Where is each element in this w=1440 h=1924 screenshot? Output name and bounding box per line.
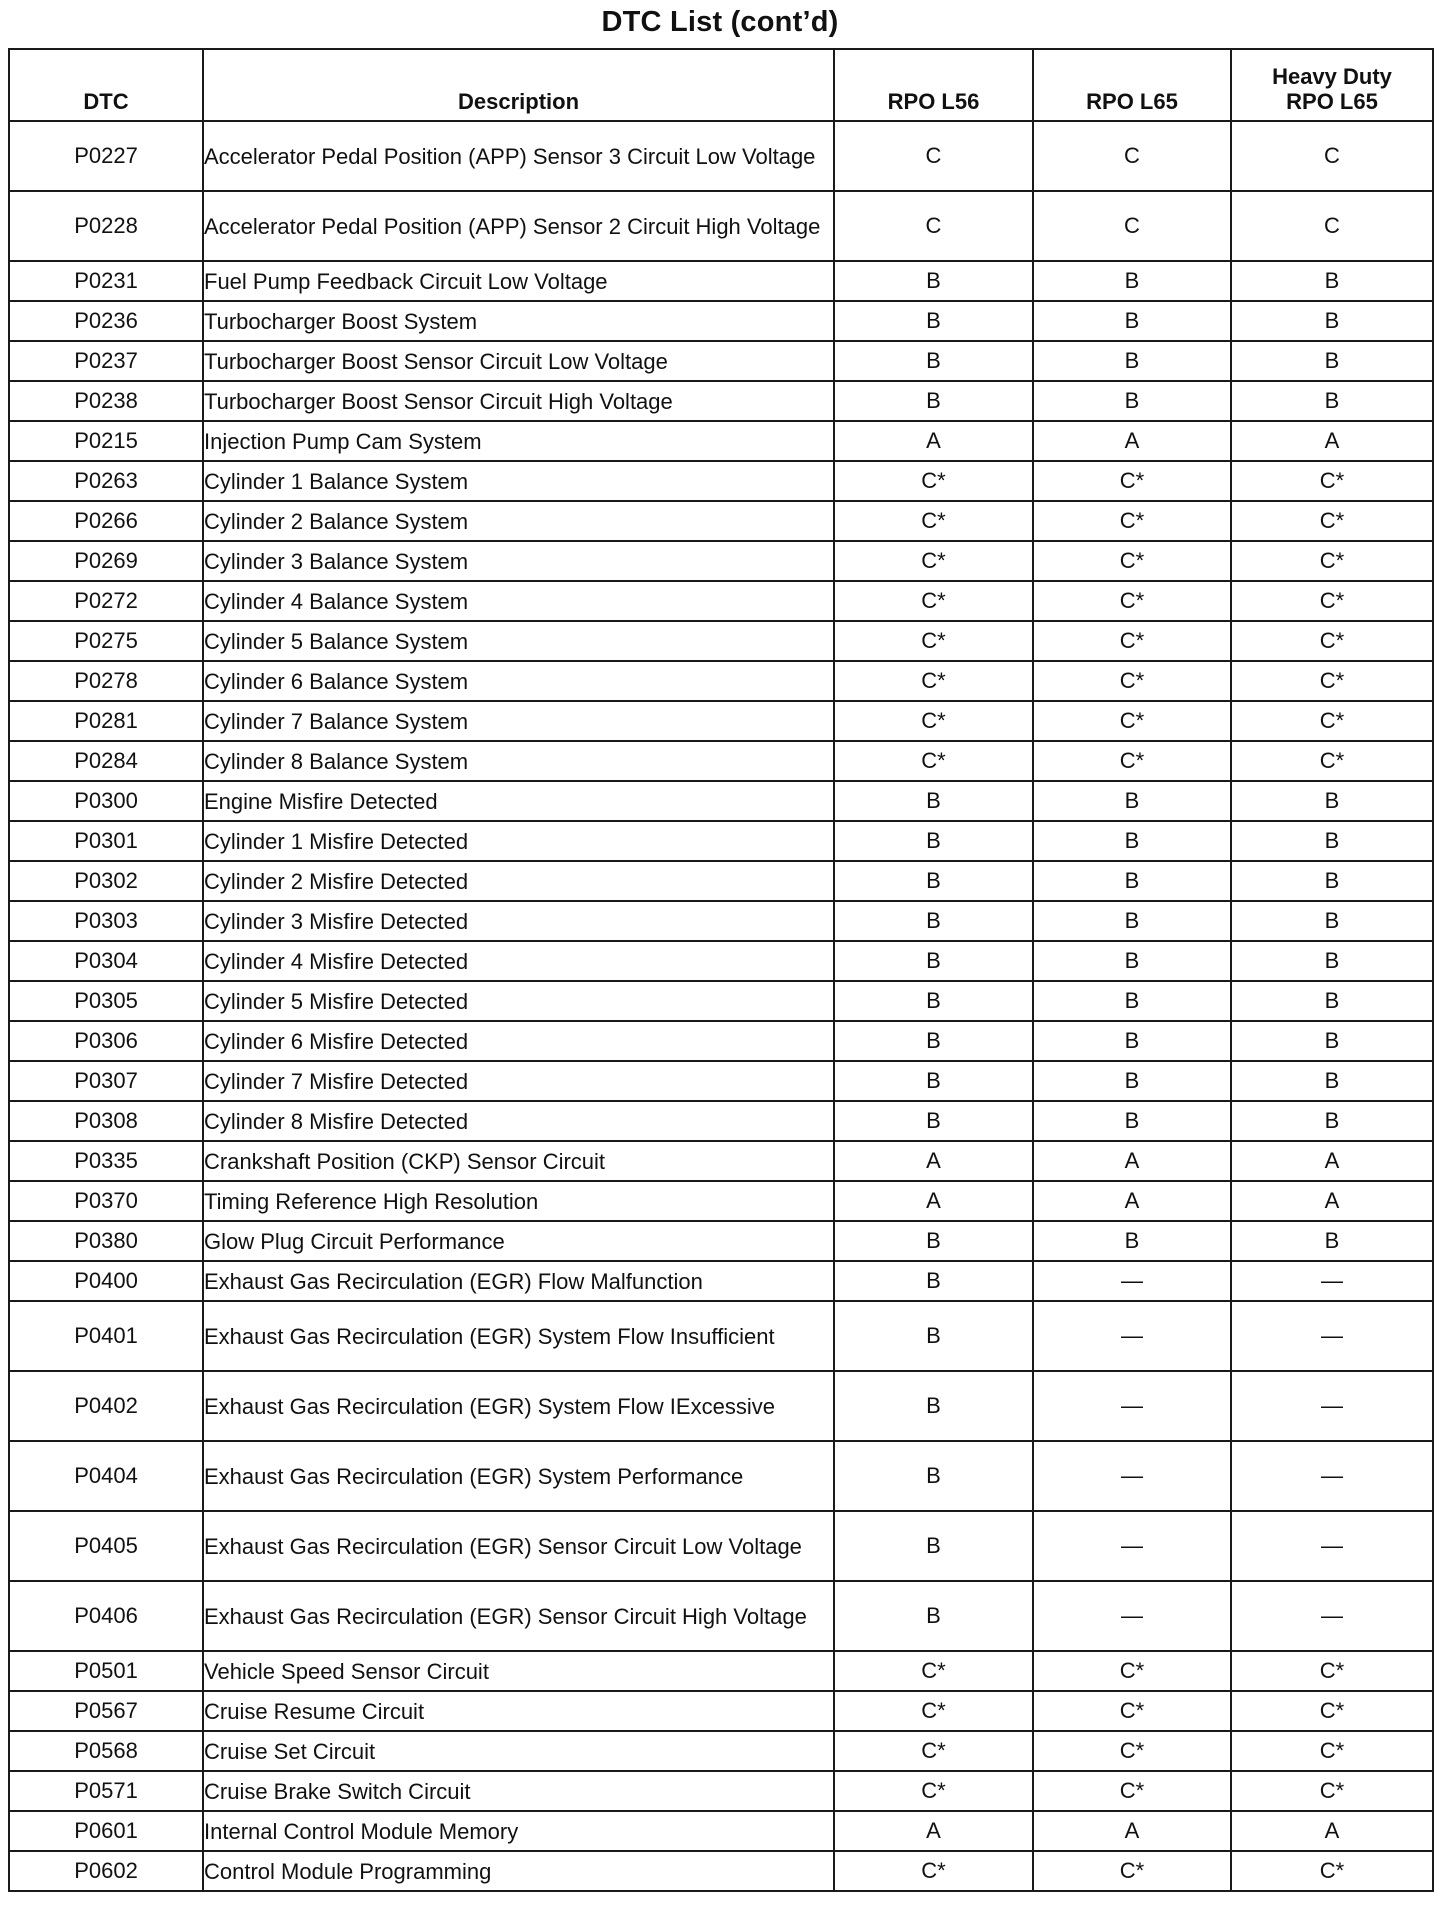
- table-row: [9, 581, 1433, 621]
- table-row: [9, 701, 1433, 741]
- table-row: [9, 1021, 1433, 1061]
- heavy-duty-rpo-l65-cell: C*: [1231, 501, 1433, 541]
- description-cell: Internal Control Module Memory: [203, 1811, 834, 1851]
- rpo-l56-cell: A: [834, 421, 1033, 461]
- description-cell: Exhaust Gas Recirculation (EGR) System Performance: [203, 1441, 834, 1511]
- description-cell: Cruise Set Circuit: [203, 1731, 834, 1771]
- header-dtc: DTC: [9, 49, 203, 121]
- dtc-code-cell: P0301: [9, 821, 203, 861]
- rpo-l65-cell: B: [1033, 1101, 1231, 1141]
- description-cell: Cylinder 4 Misfire Detected: [203, 941, 834, 981]
- description-cell: Control Module Programming: [203, 1851, 834, 1891]
- description-cell: Turbocharger Boost System: [203, 301, 834, 341]
- dtc-code-cell: P0401: [9, 1301, 203, 1371]
- description-cell: Cylinder 4 Balance System: [203, 581, 834, 621]
- dtc-code-cell: P0237: [9, 341, 203, 381]
- heavy-duty-rpo-l65-cell: —: [1231, 1301, 1433, 1371]
- description-cell: Cruise Resume Circuit: [203, 1691, 834, 1731]
- description-cell: Injection Pump Cam System: [203, 421, 834, 461]
- rpo-l56-cell: B: [834, 941, 1033, 981]
- rpo-l56-cell: B: [834, 261, 1033, 301]
- description-cell: Turbocharger Boost Sensor Circuit Low Voltage: [203, 341, 834, 381]
- rpo-l65-cell: —: [1033, 1301, 1231, 1371]
- rpo-l56-cell: B: [834, 1221, 1033, 1261]
- rpo-l65-cell: —: [1033, 1371, 1231, 1441]
- dtc-code-cell: P0228: [9, 191, 203, 261]
- rpo-l56-cell: B: [834, 1371, 1033, 1441]
- heavy-duty-rpo-l65-cell: A: [1231, 1811, 1433, 1851]
- rpo-l56-cell: B: [834, 381, 1033, 421]
- rpo-l56-cell: C*: [834, 501, 1033, 541]
- table-row: [9, 901, 1433, 941]
- dtc-code-cell: P0281: [9, 701, 203, 741]
- heavy-duty-rpo-l65-cell: B: [1231, 1101, 1433, 1141]
- rpo-l65-cell: C*: [1033, 1851, 1231, 1891]
- rpo-l56-cell: C*: [834, 541, 1033, 581]
- table-row: [9, 861, 1433, 901]
- description-cell: Turbocharger Boost Sensor Circuit High Voltage: [203, 381, 834, 421]
- table-row: [9, 621, 1433, 661]
- dtc-code-cell: P0272: [9, 581, 203, 621]
- table-row: [9, 741, 1433, 781]
- table-body: [9, 121, 1433, 1891]
- table-row: [9, 341, 1433, 381]
- table-row: [9, 1851, 1433, 1891]
- table-row: [9, 421, 1433, 461]
- dtc-code-cell: P0405: [9, 1511, 203, 1581]
- dtc-code-cell: P0303: [9, 901, 203, 941]
- description-cell: Cylinder 2 Balance System: [203, 501, 834, 541]
- dtc-code-cell: P0302: [9, 861, 203, 901]
- dtc-code-cell: P0263: [9, 461, 203, 501]
- description-cell: Timing Reference High Resolution: [203, 1181, 834, 1221]
- description-cell: Glow Plug Circuit Performance: [203, 1221, 834, 1261]
- rpo-l65-cell: B: [1033, 261, 1231, 301]
- rpo-l65-cell: B: [1033, 1221, 1231, 1261]
- dtc-code-cell: P0278: [9, 661, 203, 701]
- dtc-code-cell: P0227: [9, 121, 203, 191]
- table-row: [9, 1441, 1433, 1511]
- rpo-l65-cell: —: [1033, 1261, 1231, 1301]
- table-row: [9, 1771, 1433, 1811]
- header-rpo-l56: RPO L56: [834, 49, 1033, 121]
- heavy-duty-rpo-l65-cell: C*: [1231, 1691, 1433, 1731]
- table-row: [9, 1181, 1433, 1221]
- heavy-duty-rpo-l65-cell: B: [1231, 981, 1433, 1021]
- description-cell: Exhaust Gas Recirculation (EGR) Sensor Circuit High Voltage: [203, 1581, 834, 1651]
- rpo-l56-cell: B: [834, 1441, 1033, 1511]
- rpo-l56-cell: B: [834, 1061, 1033, 1101]
- rpo-l56-cell: C*: [834, 1651, 1033, 1691]
- rpo-l65-cell: A: [1033, 1811, 1231, 1851]
- dtc-code-cell: P0307: [9, 1061, 203, 1101]
- dtc-code-cell: P0275: [9, 621, 203, 661]
- rpo-l65-cell: A: [1033, 1181, 1231, 1221]
- rpo-l56-cell: B: [834, 1511, 1033, 1581]
- dtc-code-cell: P0305: [9, 981, 203, 1021]
- table-row: [9, 261, 1433, 301]
- description-cell: Cylinder 7 Balance System: [203, 701, 834, 741]
- rpo-l65-cell: B: [1033, 901, 1231, 941]
- table-row: [9, 1101, 1433, 1141]
- table-row: [9, 1301, 1433, 1371]
- rpo-l65-cell: C*: [1033, 1691, 1231, 1731]
- description-cell: Cylinder 6 Misfire Detected: [203, 1021, 834, 1061]
- header-heavy-duty-rpo-l65: [1231, 49, 1433, 121]
- dtc-code-cell: P0567: [9, 1691, 203, 1731]
- description-cell: Cylinder 5 Balance System: [203, 621, 834, 661]
- rpo-l56-cell: A: [834, 1811, 1033, 1851]
- table-row: [9, 1691, 1433, 1731]
- dtc-code-cell: P0380: [9, 1221, 203, 1261]
- table-row: [9, 1651, 1433, 1691]
- rpo-l56-cell: C*: [834, 1771, 1033, 1811]
- rpo-l65-cell: C*: [1033, 1771, 1231, 1811]
- dtc-code-cell: P0266: [9, 501, 203, 541]
- header-rpo-l65: RPO L65: [1033, 49, 1231, 121]
- description-cell: Exhaust Gas Recirculation (EGR) System Flow Insufficient: [203, 1301, 834, 1371]
- rpo-l65-cell: C*: [1033, 461, 1231, 501]
- rpo-l65-cell: B: [1033, 381, 1231, 421]
- table-row: [9, 1581, 1433, 1651]
- heavy-duty-rpo-l65-cell: A: [1231, 1141, 1433, 1181]
- heavy-duty-rpo-l65-cell: B: [1231, 901, 1433, 941]
- rpo-l65-cell: C*: [1033, 621, 1231, 661]
- heavy-duty-rpo-l65-cell: —: [1231, 1511, 1433, 1581]
- rpo-l65-cell: C*: [1033, 1731, 1231, 1771]
- heavy-duty-rpo-l65-cell: B: [1231, 1021, 1433, 1061]
- table-row: [9, 121, 1433, 191]
- rpo-l65-cell: A: [1033, 1141, 1231, 1181]
- description-cell: Cylinder 7 Misfire Detected: [203, 1061, 834, 1101]
- table-row: [9, 501, 1433, 541]
- rpo-l56-cell: C*: [834, 1731, 1033, 1771]
- table-row: [9, 461, 1433, 501]
- rpo-l65-cell: C*: [1033, 541, 1231, 581]
- dtc-code-cell: P0238: [9, 381, 203, 421]
- rpo-l65-cell: B: [1033, 341, 1231, 381]
- dtc-code-cell: P0269: [9, 541, 203, 581]
- table-row: [9, 981, 1433, 1021]
- heavy-duty-rpo-l65-cell: —: [1231, 1441, 1433, 1511]
- heavy-duty-rpo-l65-cell: B: [1231, 781, 1433, 821]
- heavy-duty-rpo-l65-cell: B: [1231, 1221, 1433, 1261]
- header-description: Description: [203, 49, 834, 121]
- page-title: DTC List (cont’d): [601, 6, 839, 38]
- heavy-duty-rpo-l65-cell: C: [1231, 191, 1433, 261]
- description-cell: Vehicle Speed Sensor Circuit: [203, 1651, 834, 1691]
- dtc-code-cell: P0231: [9, 261, 203, 301]
- heavy-duty-rpo-l65-cell: B: [1231, 381, 1433, 421]
- table-row: [9, 941, 1433, 981]
- description-cell: Cruise Brake Switch Circuit: [203, 1771, 834, 1811]
- description-cell: Accelerator Pedal Position (APP) Sensor 3 Circuit Low Voltage: [203, 121, 834, 191]
- table-row: [9, 821, 1433, 861]
- header-heavy-duty-line2: RPO L65: [1286, 89, 1378, 114]
- table-row: [9, 661, 1433, 701]
- rpo-l65-cell: B: [1033, 941, 1231, 981]
- heavy-duty-rpo-l65-cell: C*: [1231, 661, 1433, 701]
- rpo-l65-cell: B: [1033, 781, 1231, 821]
- description-cell: Exhaust Gas Recirculation (EGR) Flow Malfunction: [203, 1261, 834, 1301]
- heavy-duty-rpo-l65-cell: C*: [1231, 701, 1433, 741]
- table-header: [9, 49, 1433, 121]
- rpo-l65-cell: C: [1033, 121, 1231, 191]
- heavy-duty-rpo-l65-cell: B: [1231, 1061, 1433, 1101]
- table-row: [9, 1141, 1433, 1181]
- description-cell: Cylinder 5 Misfire Detected: [203, 981, 834, 1021]
- rpo-l65-cell: C*: [1033, 661, 1231, 701]
- table-row: [9, 781, 1433, 821]
- heavy-duty-rpo-l65-cell: B: [1231, 821, 1433, 861]
- rpo-l56-cell: B: [834, 1021, 1033, 1061]
- rpo-l65-cell: B: [1033, 981, 1231, 1021]
- dtc-code-cell: P0215: [9, 421, 203, 461]
- description-cell: Cylinder 8 Misfire Detected: [203, 1101, 834, 1141]
- rpo-l56-cell: C*: [834, 461, 1033, 501]
- description-cell: Cylinder 3 Balance System: [203, 541, 834, 581]
- heavy-duty-rpo-l65-cell: C*: [1231, 1651, 1433, 1691]
- table-row: [9, 381, 1433, 421]
- dtc-code-cell: P0568: [9, 1731, 203, 1771]
- rpo-l56-cell: B: [834, 781, 1033, 821]
- rpo-l65-cell: C*: [1033, 741, 1231, 781]
- dtc-code-cell: P0406: [9, 1581, 203, 1651]
- table-row: [9, 1371, 1433, 1441]
- rpo-l65-cell: —: [1033, 1581, 1231, 1651]
- dtc-code-cell: P0404: [9, 1441, 203, 1511]
- rpo-l56-cell: A: [834, 1181, 1033, 1221]
- heavy-duty-rpo-l65-cell: C*: [1231, 581, 1433, 621]
- table-row: [9, 1261, 1433, 1301]
- table-row: [9, 1731, 1433, 1771]
- rpo-l65-cell: A: [1033, 421, 1231, 461]
- rpo-l56-cell: A: [834, 1141, 1033, 1181]
- description-cell: Cylinder 6 Balance System: [203, 661, 834, 701]
- dtc-code-cell: P0284: [9, 741, 203, 781]
- rpo-l56-cell: C*: [834, 621, 1033, 661]
- dtc-code-cell: P0602: [9, 1851, 203, 1891]
- heavy-duty-rpo-l65-cell: C*: [1231, 541, 1433, 581]
- heavy-duty-rpo-l65-cell: B: [1231, 941, 1433, 981]
- heavy-duty-rpo-l65-cell: B: [1231, 861, 1433, 901]
- description-cell: Exhaust Gas Recirculation (EGR) Sensor Circuit Low Voltage: [203, 1511, 834, 1581]
- table-row: [9, 301, 1433, 341]
- dtc-code-cell: P0601: [9, 1811, 203, 1851]
- table-row: [9, 1811, 1433, 1851]
- dtc-code-cell: P0300: [9, 781, 203, 821]
- rpo-l56-cell: B: [834, 981, 1033, 1021]
- description-cell: Exhaust Gas Recirculation (EGR) System Flow IExcessive: [203, 1371, 834, 1441]
- description-cell: Cylinder 1 Balance System: [203, 461, 834, 501]
- table-row: [9, 1511, 1433, 1581]
- rpo-l65-cell: B: [1033, 821, 1231, 861]
- description-cell: Cylinder 2 Misfire Detected: [203, 861, 834, 901]
- heavy-duty-rpo-l65-cell: C*: [1231, 461, 1433, 501]
- dtc-table: [8, 48, 1434, 1892]
- dtc-code-cell: P0306: [9, 1021, 203, 1061]
- rpo-l56-cell: B: [834, 901, 1033, 941]
- rpo-l56-cell: C*: [834, 581, 1033, 621]
- rpo-l56-cell: C*: [834, 741, 1033, 781]
- heavy-duty-rpo-l65-cell: B: [1231, 341, 1433, 381]
- rpo-l56-cell: B: [834, 821, 1033, 861]
- rpo-l65-cell: B: [1033, 861, 1231, 901]
- heavy-duty-rpo-l65-cell: C*: [1231, 1851, 1433, 1891]
- table-row: [9, 1061, 1433, 1101]
- heavy-duty-rpo-l65-cell: A: [1231, 421, 1433, 461]
- dtc-code-cell: P0335: [9, 1141, 203, 1181]
- dtc-code-cell: P0402: [9, 1371, 203, 1441]
- description-cell: Cylinder 1 Misfire Detected: [203, 821, 834, 861]
- rpo-l65-cell: C: [1033, 191, 1231, 261]
- heavy-duty-rpo-l65-cell: —: [1231, 1581, 1433, 1651]
- dtc-code-cell: P0370: [9, 1181, 203, 1221]
- rpo-l56-cell: C*: [834, 701, 1033, 741]
- rpo-l65-cell: C*: [1033, 581, 1231, 621]
- rpo-l56-cell: C: [834, 191, 1033, 261]
- dtc-code-cell: P0501: [9, 1651, 203, 1691]
- rpo-l56-cell: C*: [834, 661, 1033, 701]
- rpo-l65-cell: B: [1033, 1021, 1231, 1061]
- dtc-code-cell: P0400: [9, 1261, 203, 1301]
- description-cell: Crankshaft Position (CKP) Sensor Circuit: [203, 1141, 834, 1181]
- heavy-duty-rpo-l65-cell: B: [1231, 301, 1433, 341]
- rpo-l65-cell: —: [1033, 1441, 1231, 1511]
- table-row: [9, 1221, 1433, 1261]
- rpo-l65-cell: B: [1033, 1061, 1231, 1101]
- rpo-l56-cell: B: [834, 1261, 1033, 1301]
- rpo-l56-cell: C*: [834, 1851, 1033, 1891]
- rpo-l56-cell: B: [834, 301, 1033, 341]
- dtc-code-cell: P0236: [9, 301, 203, 341]
- heavy-duty-rpo-l65-cell: C: [1231, 121, 1433, 191]
- rpo-l56-cell: C*: [834, 1691, 1033, 1731]
- description-cell: Engine Misfire Detected: [203, 781, 834, 821]
- rpo-l56-cell: B: [834, 1101, 1033, 1141]
- heavy-duty-rpo-l65-cell: —: [1231, 1261, 1433, 1301]
- rpo-l56-cell: B: [834, 861, 1033, 901]
- rpo-l65-cell: B: [1033, 301, 1231, 341]
- description-cell: Cylinder 3 Misfire Detected: [203, 901, 834, 941]
- heavy-duty-rpo-l65-cell: A: [1231, 1181, 1433, 1221]
- table-row: [9, 191, 1433, 261]
- heavy-duty-rpo-l65-cell: C*: [1231, 741, 1433, 781]
- heavy-duty-rpo-l65-cell: C*: [1231, 1731, 1433, 1771]
- rpo-l65-cell: C*: [1033, 501, 1231, 541]
- description-cell: Cylinder 8 Balance System: [203, 741, 834, 781]
- heavy-duty-rpo-l65-cell: C*: [1231, 1771, 1433, 1811]
- header-heavy-duty-line1: Heavy Duty: [1272, 64, 1392, 89]
- heavy-duty-rpo-l65-cell: —: [1231, 1371, 1433, 1441]
- heavy-duty-rpo-l65-cell: C*: [1231, 621, 1433, 661]
- rpo-l65-cell: —: [1033, 1511, 1231, 1581]
- rpo-l56-cell: B: [834, 1301, 1033, 1371]
- description-cell: Fuel Pump Feedback Circuit Low Voltage: [203, 261, 834, 301]
- dtc-code-cell: P0304: [9, 941, 203, 981]
- description-cell: Accelerator Pedal Position (APP) Sensor 2 Circuit High Voltage: [203, 191, 834, 261]
- table-row: [9, 541, 1433, 581]
- rpo-l65-cell: C*: [1033, 1651, 1231, 1691]
- rpo-l56-cell: B: [834, 1581, 1033, 1651]
- rpo-l56-cell: C: [834, 121, 1033, 191]
- rpo-l65-cell: C*: [1033, 701, 1231, 741]
- dtc-code-cell: P0308: [9, 1101, 203, 1141]
- heavy-duty-rpo-l65-cell: B: [1231, 261, 1433, 301]
- dtc-code-cell: P0571: [9, 1771, 203, 1811]
- rpo-l56-cell: B: [834, 341, 1033, 381]
- header-row: [9, 49, 1433, 121]
